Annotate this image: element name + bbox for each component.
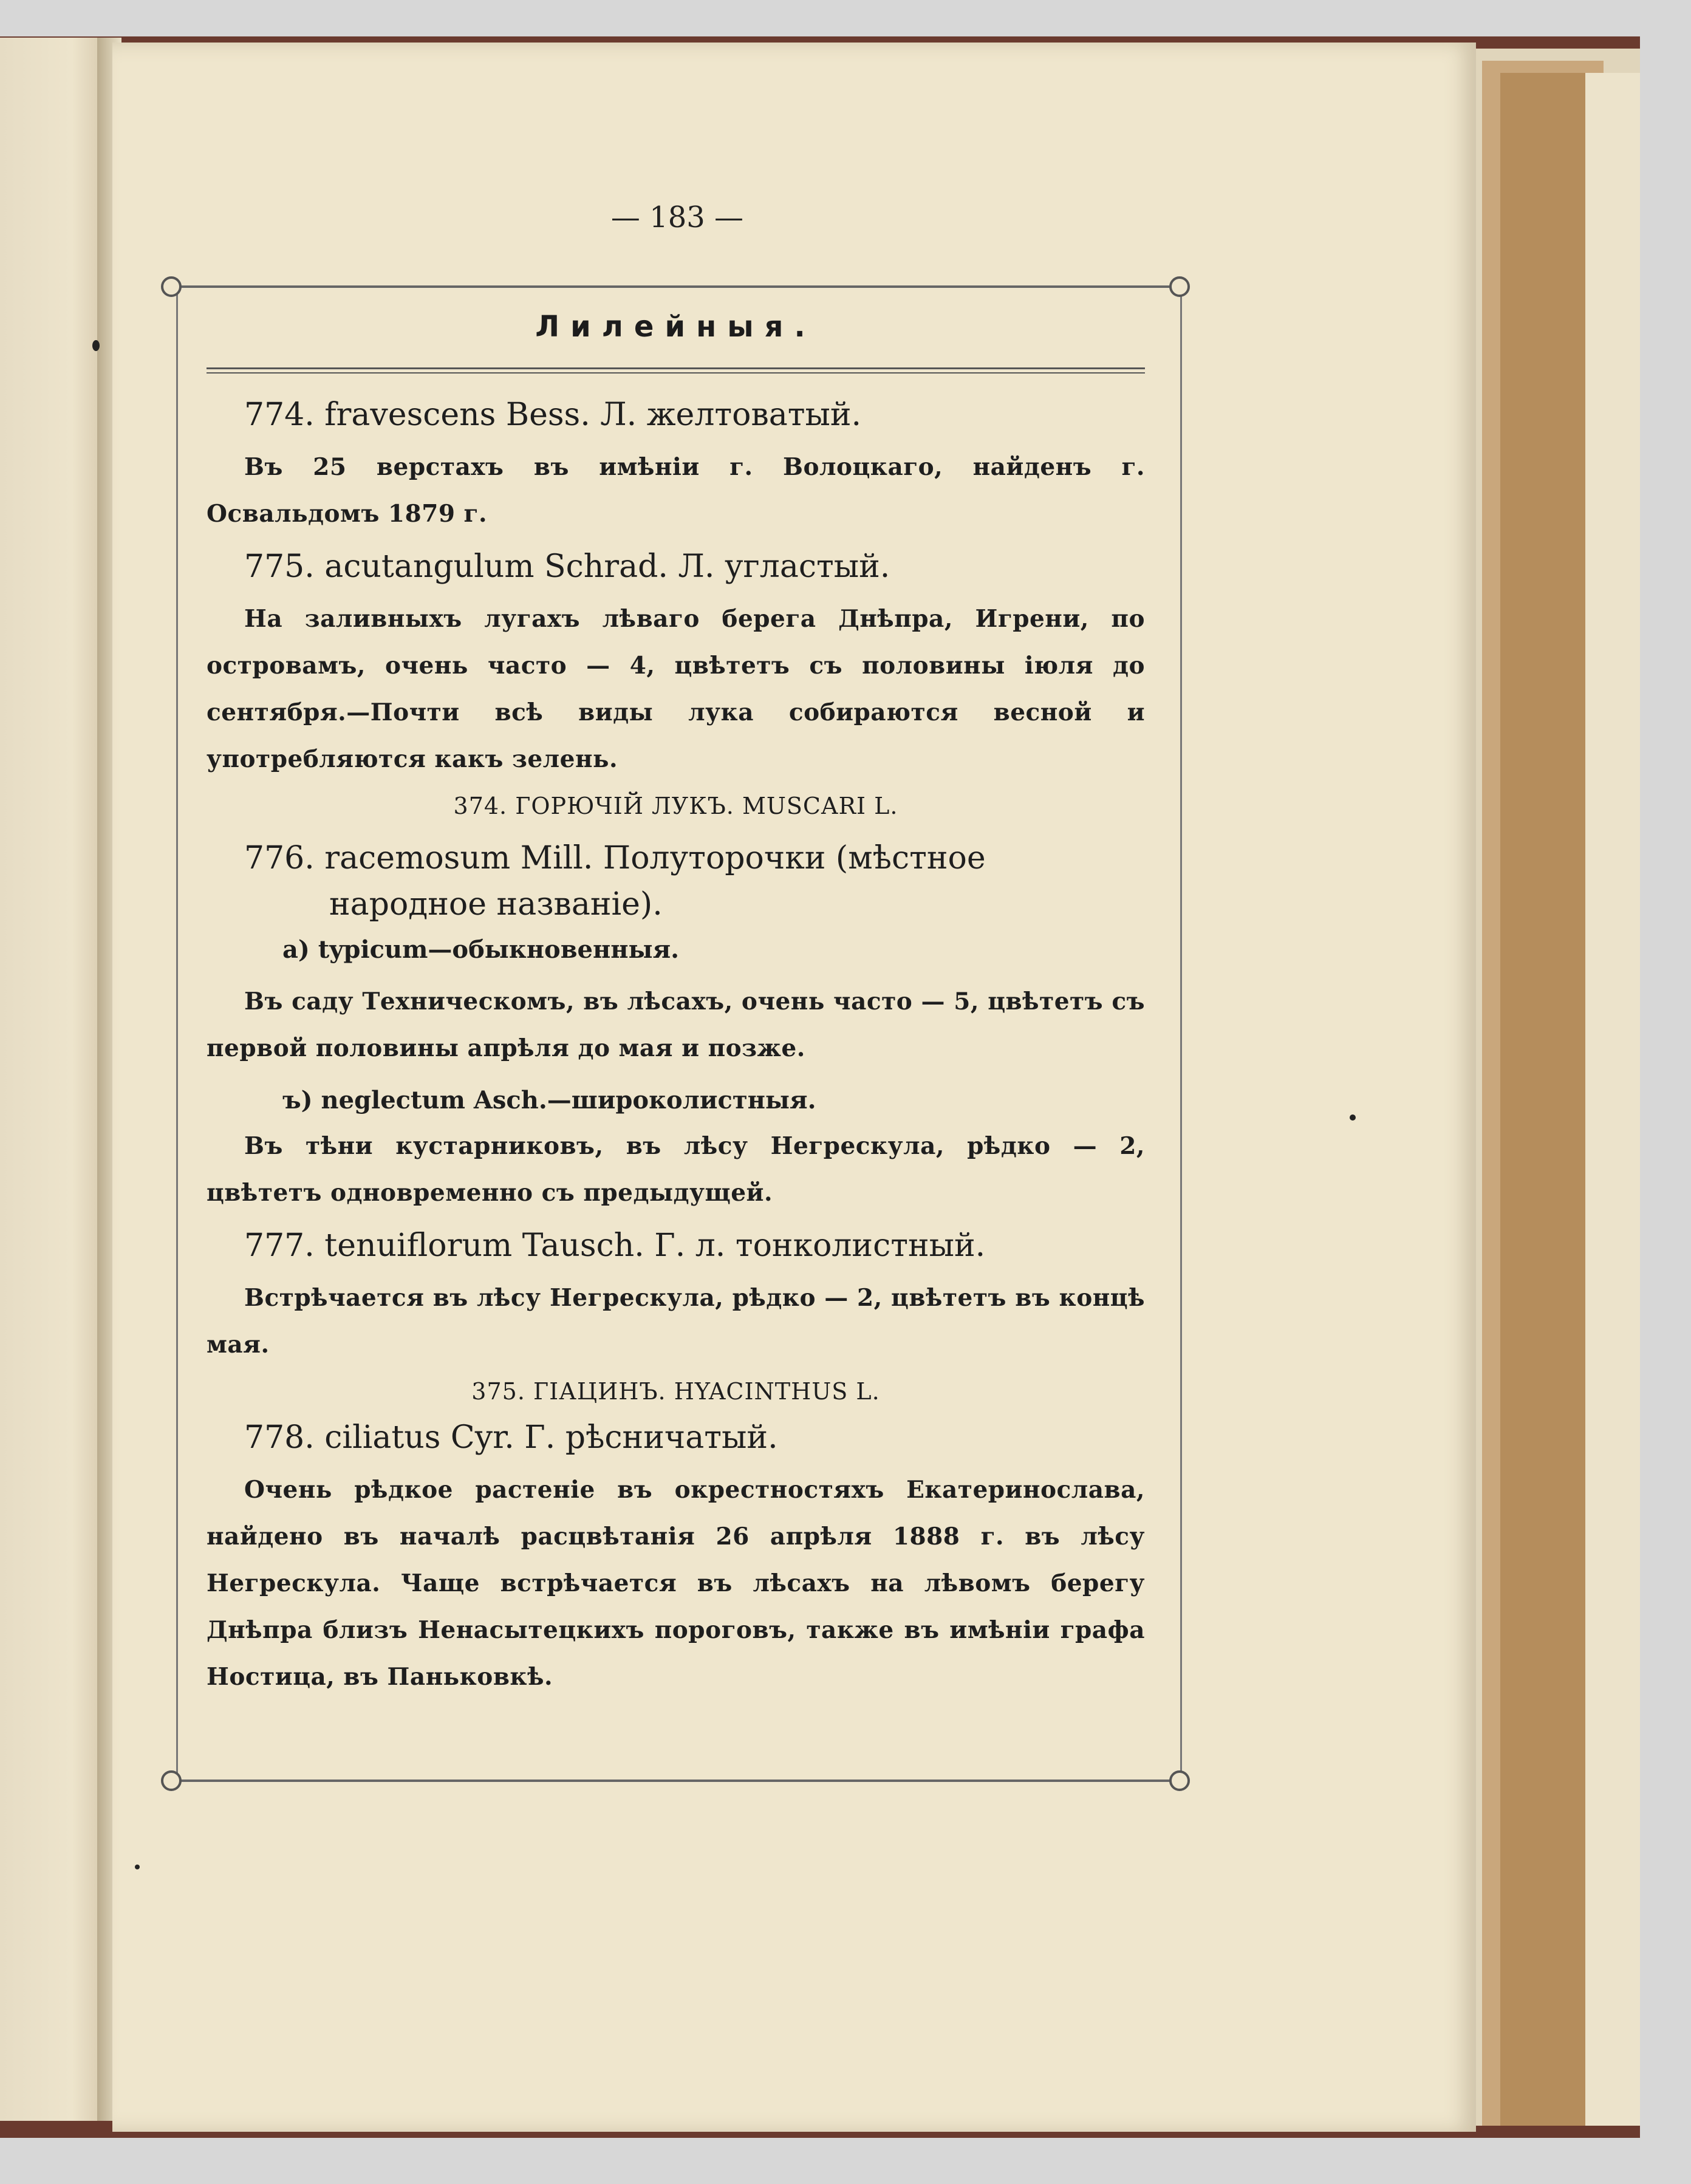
- frame-corner-ornament: [161, 276, 182, 297]
- variety-heading: а) typicum—обыкновенныя.: [282, 935, 680, 964]
- species-description: Встрѣчается въ лѣсу Негрескула, рѣдко — 2, цвѣтетъ въ концѣ мая.: [207, 1284, 1145, 1359]
- species-description: Въ 25 верстахъ въ имѣніи г. Волоцкаго, найденъ г. Освальдомъ 1879 г.: [207, 453, 1145, 528]
- title-rule: [207, 367, 1145, 369]
- species-heading: 774. fravescens Bess. Л. желтоватый.: [244, 397, 862, 433]
- species-heading: 775. acutangulum Schrad. Л. угластый.: [244, 548, 890, 585]
- left-page-edge: [0, 38, 103, 2121]
- variety-heading: ъ) neglectum Asch.—широколистныя.: [282, 1086, 816, 1114]
- page-stack: [1585, 73, 1640, 2126]
- title-rule: [207, 372, 1145, 374]
- species-description: На заливныхъ лугахъ лѣваго берега Днѣпра, Игрени, по островамъ, очень часто — 4, цвѣтетъ съ половины іюля до сентября.—Почти всѣ виды лука собираются весной и употребляются какъ зелень.: [207, 605, 1145, 773]
- scan-speck: [1350, 1114, 1356, 1121]
- family-title: Лилейныя.: [535, 310, 816, 344]
- frame-corner-ornament: [161, 1770, 182, 1791]
- genus-heading: 375. ГІАЦИНЪ. HYACINTHUS L.: [471, 1378, 880, 1405]
- frame-top-rule: [170, 285, 1184, 288]
- species-description: Въ саду Техническомъ, въ лѣсахъ, очень часто — 5, цвѣтетъ съ первой половины апрѣля до мая и позже.: [207, 988, 1145, 1062]
- species-heading: 776. racemosum Mill. Полуторочки (мѣстное народное названіе).: [244, 840, 986, 923]
- page-content: [207, 392, 1145, 1701]
- species-heading: 778. ciliatus Cyr. Г. рѣсничатый.: [244, 1419, 778, 1456]
- frame-bottom-rule: [170, 1780, 1184, 1782]
- species-description: Очень рѣдкое растеніе въ окрестностяхъ Екатеринослава, найдено въ началѣ расцвѣтанія 26 апрѣля 1888 г. въ лѣсу Негрескула. Чаще встрѣчается въ лѣсахъ на лѣвомъ берегу Днѣпра близъ Ненасытецкихъ пороговъ, также въ имѣніи графа Ностица, въ Паньковкѣ.: [207, 1476, 1145, 1691]
- page-stack: [1500, 73, 1597, 2126]
- species-heading: 777. tenuiflorum Tausch. Г. л. тонколистный.: [244, 1227, 986, 1264]
- page-number: — 183 —: [610, 200, 744, 234]
- frame-corner-ornament: [1169, 276, 1190, 297]
- frame-corner-ornament: [1169, 1770, 1190, 1791]
- scan-speck: [92, 340, 100, 351]
- genus-heading: 374. ГОРЮЧІЙ ЛУКЪ. MUSCARI L.: [453, 793, 898, 819]
- species-description: Въ тѣни кустарниковъ, въ лѣсу Негрескула, рѣдко — 2, цвѣтетъ одновременно съ предыдущей.: [207, 1132, 1145, 1207]
- scan-speck: [135, 1865, 140, 1869]
